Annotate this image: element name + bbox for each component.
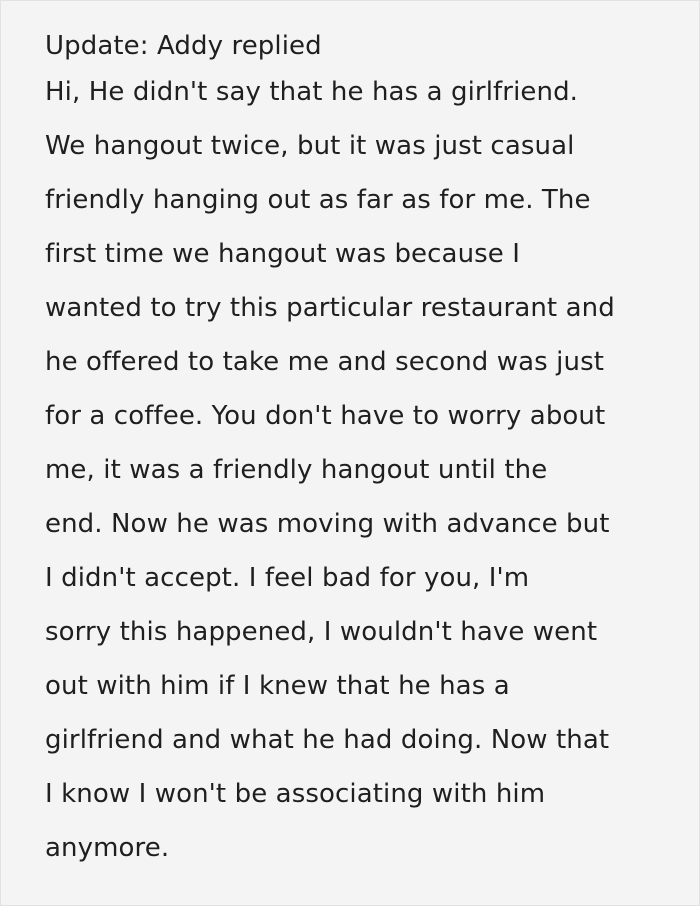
- body-line: I know I won't be associating with him: [45, 779, 546, 809]
- body-line: anymore.: [45, 833, 170, 863]
- body-line: for a coffee. You don't have to worry about: [45, 401, 606, 431]
- body-line: he offered to take me and second was just: [45, 347, 605, 377]
- body-line: wanted to try this particular restaurant and: [45, 293, 615, 323]
- body-line: me, it was a friendly hangout until the: [45, 455, 548, 485]
- post-body: [45, 65, 669, 875]
- body-line: first time we hangout was because I: [45, 239, 521, 269]
- body-line: girlfriend and what he had doing. Now that: [45, 725, 610, 755]
- body-line: sorry this happened, I wouldn't have went: [45, 617, 598, 647]
- body-line: We hangout twice, but it was just casual: [45, 131, 575, 161]
- body-line: out with him if I knew that he has a: [45, 671, 510, 701]
- body-line: end. Now he was moving with advance but: [45, 509, 610, 539]
- body-line: friendly hanging out as far as for me. The: [45, 185, 591, 215]
- post-title: Update: Addy replied: [45, 31, 322, 61]
- body-line: I didn't accept. I feel bad for you, I'm: [45, 563, 530, 593]
- body-line: Hi, He didn't say that he has a girlfriend.: [45, 77, 579, 107]
